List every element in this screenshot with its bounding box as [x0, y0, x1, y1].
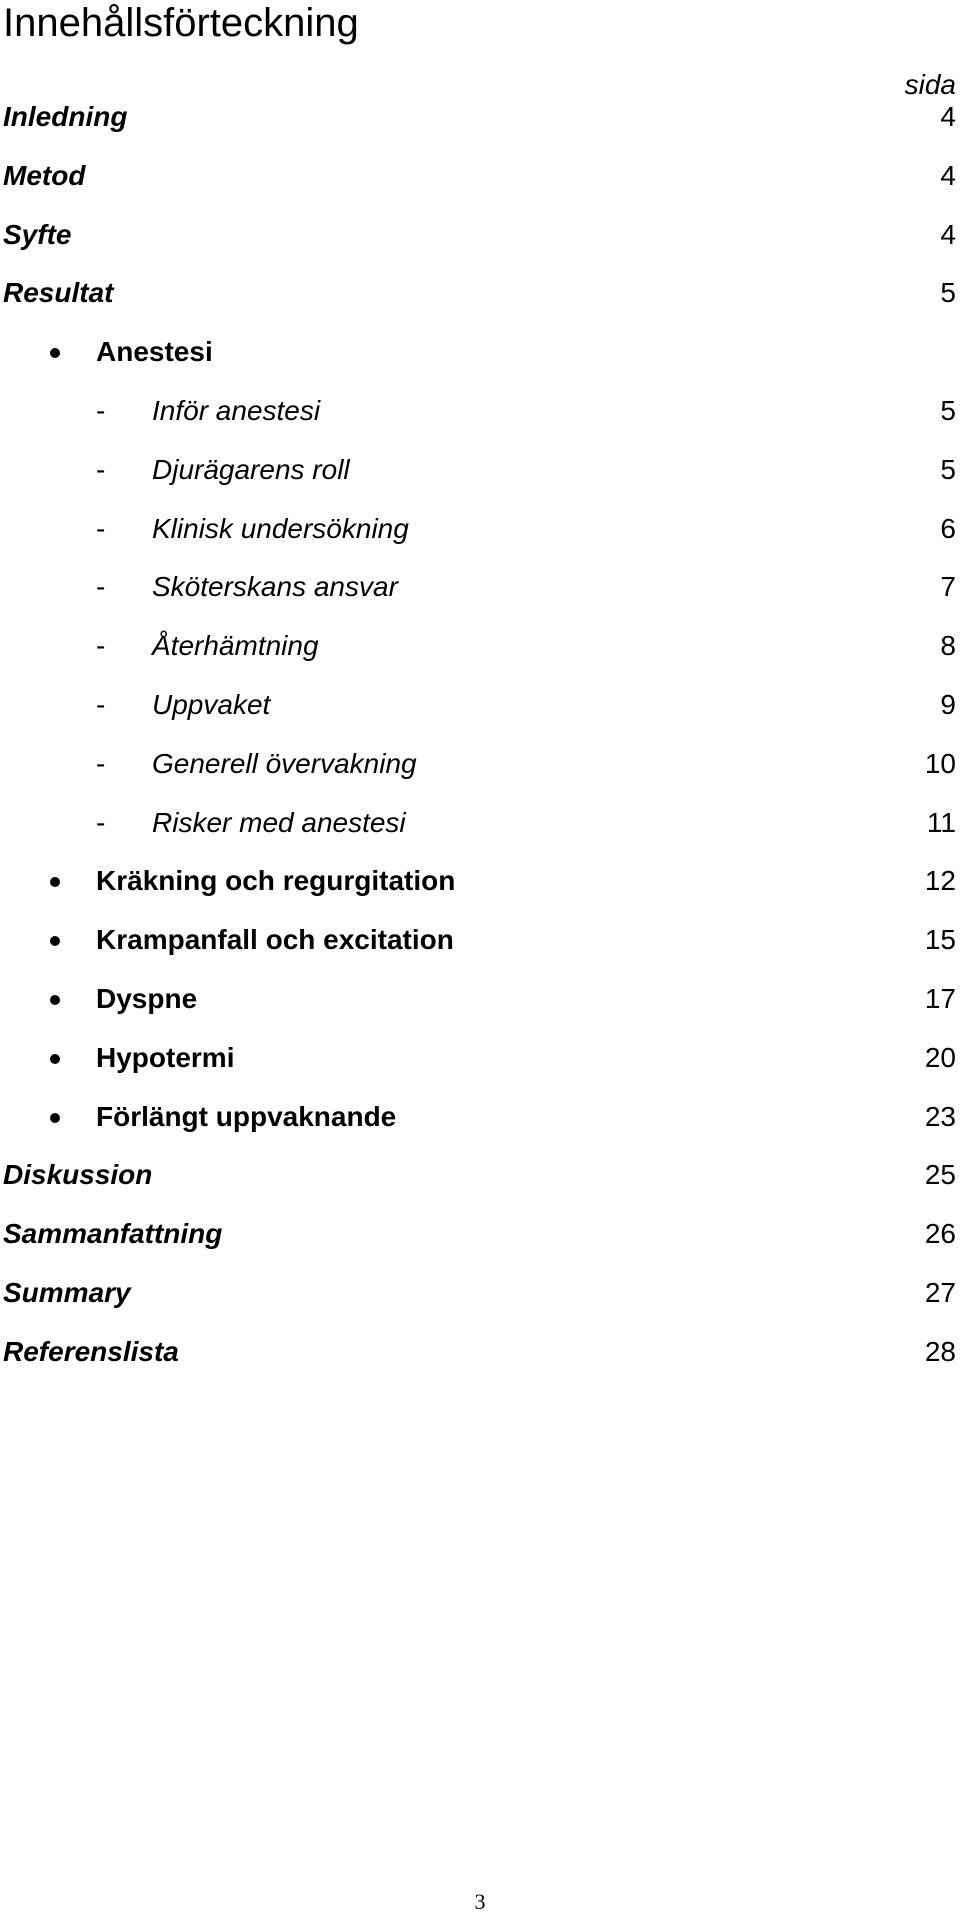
toc-entry-page: 10	[924, 747, 956, 779]
toc-entry	[0, 1333, 960, 1371]
toc-entry	[0, 1156, 960, 1194]
page-column-header: sida	[904, 69, 956, 100]
bullet-icon	[50, 995, 60, 1005]
dash-marker: -	[96, 747, 106, 779]
toc-entry-label: Sammanfattning	[3, 1218, 223, 1250]
toc-entry	[0, 216, 960, 254]
toc-entry-page: 7	[940, 571, 956, 603]
bullet-icon	[50, 1054, 60, 1064]
bullet-icon	[50, 1113, 60, 1123]
toc-entry-label: Återhämtning	[152, 630, 319, 662]
toc-entry-page: 5	[940, 453, 956, 485]
toc-entry-page: 12	[924, 865, 956, 897]
toc-entry-page: 17	[924, 983, 956, 1014]
bullet-icon	[50, 936, 60, 946]
toc-entry	[0, 862, 960, 900]
toc-entry-label: Förlängt uppvaknande	[96, 1100, 397, 1132]
toc-entry-label: Dyspne	[96, 983, 198, 1014]
toc-entry-page: 20	[924, 1041, 956, 1073]
toc-entry	[0, 1039, 960, 1077]
toc-entry-page: 4	[940, 159, 956, 191]
toc-entry-page: 27	[924, 1277, 956, 1308]
toc-entry-page: 23	[924, 1100, 956, 1132]
toc-entry-page: 25	[924, 1159, 956, 1191]
toc-entry	[0, 921, 960, 959]
toc-entry-label: Kräkning och regurgitation	[96, 865, 456, 897]
toc-entry-label: Risker med anestesi	[152, 806, 406, 838]
toc-entry-label: Inför anestesi	[152, 395, 321, 426]
toc-entry-label: Referenslista	[3, 1335, 179, 1367]
dash-marker: -	[96, 395, 106, 426]
toc-entry-label: Metod	[3, 159, 86, 191]
toc-entry	[0, 1274, 960, 1312]
toc-entry-page: 5	[940, 277, 956, 309]
toc-entry-label: Generell övervakning	[152, 747, 417, 779]
toc-entry-page: 4	[940, 101, 956, 132]
toc-entry-label: Uppvaket	[152, 689, 271, 720]
toc-entry-label: Inledning	[3, 101, 128, 132]
toc-entry	[0, 451, 960, 489]
toc-entry	[0, 980, 960, 1018]
toc-entry	[0, 98, 960, 136]
dash-marker: -	[96, 571, 106, 603]
toc-entry	[0, 1215, 960, 1253]
toc-entry	[0, 274, 960, 312]
dash-marker: -	[96, 453, 106, 485]
toc-entry	[0, 510, 960, 548]
page-title: Innehållsförteckning	[3, 1, 359, 45]
toc-entry	[0, 627, 960, 665]
footer-page-number: 3	[474, 1889, 486, 1914]
toc-entry	[0, 568, 960, 606]
toc-entry-label: Summary	[3, 1277, 131, 1308]
toc-entry	[0, 686, 960, 724]
bullet-icon	[50, 877, 60, 887]
toc-entry	[0, 392, 960, 430]
toc-entry-label: Krampanfall och excitation	[96, 924, 454, 956]
toc-entry-label: Anestesi	[96, 336, 213, 368]
toc-entry-label: Sköterskans ansvar	[152, 571, 398, 603]
toc-entry-label: Diskussion	[3, 1159, 153, 1191]
toc-entry-label: Hypotermi	[96, 1041, 235, 1073]
toc-entry	[0, 157, 960, 195]
toc-entry	[0, 1098, 960, 1136]
toc-entry-page: 5	[940, 395, 956, 426]
toc-entry-page: 26	[924, 1218, 956, 1250]
toc-entry-label: Klinisk undersökning	[152, 512, 409, 544]
toc-entry-page: 8	[940, 630, 956, 662]
toc-entry-page: 11	[926, 806, 956, 838]
bullet-icon	[50, 348, 60, 358]
dash-marker: -	[96, 512, 106, 544]
toc-entry-label: Djurägarens roll	[152, 453, 350, 485]
toc-entry-label: Syfte	[3, 218, 72, 250]
dash-marker: -	[96, 806, 106, 838]
toc-entry-page: 6	[940, 512, 956, 544]
dash-marker: -	[96, 689, 106, 720]
toc-entry-page: 9	[940, 689, 956, 720]
toc-entry-page: 4	[940, 218, 956, 250]
dash-marker: -	[96, 630, 106, 662]
toc-entry-page: 15	[924, 924, 956, 956]
toc-entry-label: Resultat	[3, 277, 114, 309]
toc-entry	[0, 804, 960, 842]
toc-entry	[0, 745, 960, 783]
toc-entry-page: 28	[924, 1335, 956, 1367]
toc-entry	[0, 333, 960, 371]
